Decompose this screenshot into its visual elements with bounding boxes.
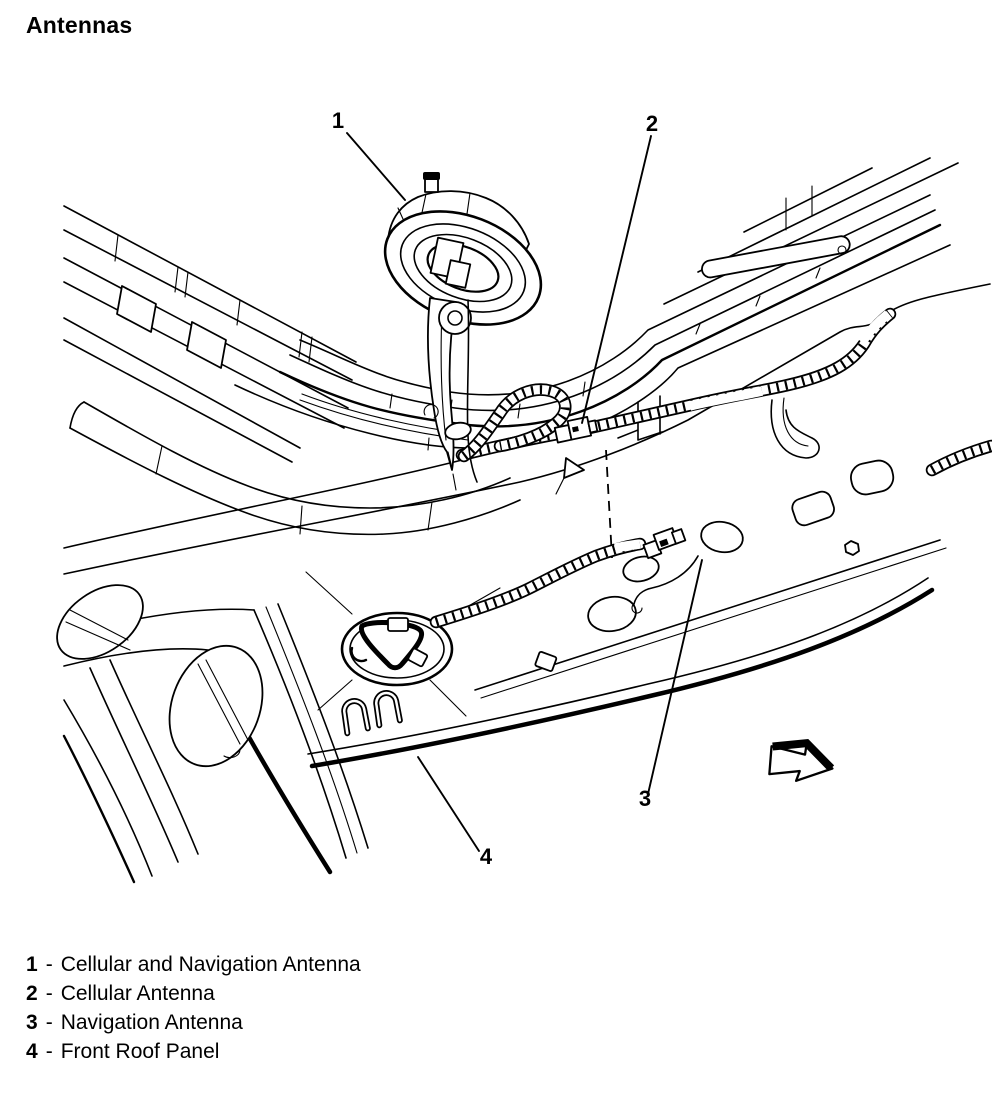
- routing-dashed-line: [606, 450, 612, 558]
- callout-3-leader: [648, 560, 702, 794]
- top-left-roof-bow: [64, 206, 356, 462]
- legend-number: 2: [26, 982, 38, 1005]
- legend-item-2: [26, 979, 361, 1008]
- antenna-cable-loop: [699, 519, 746, 556]
- legend: [26, 950, 361, 1066]
- legend-separator: -: [45, 953, 53, 976]
- panel-hole-oval: [586, 593, 639, 634]
- roof-harness: [462, 314, 991, 558]
- legend-label: Cellular and Navigation Antenna: [60, 953, 361, 976]
- panel-hole-square: [535, 651, 557, 671]
- callout-1-leader: [347, 133, 405, 200]
- panel-hole-slot: [790, 489, 837, 528]
- callout-2: 2: [645, 111, 659, 136]
- legend-separator: -: [45, 1040, 53, 1063]
- header-curve-band: [235, 195, 950, 448]
- legend-item-4: [26, 1037, 361, 1066]
- panel-hole-hex: [845, 541, 859, 555]
- harness-strap: [771, 400, 819, 458]
- cable-slack-loop: [464, 390, 565, 456]
- legend-number: 4: [26, 1040, 38, 1063]
- page-title: Antennas: [26, 12, 133, 38]
- callout-4-leader: [418, 757, 479, 851]
- legend-number: 1: [26, 953, 38, 976]
- legend-separator: -: [45, 1011, 53, 1034]
- antenna-stud: [425, 178, 438, 192]
- legend-label: Front Roof Panel: [60, 1040, 220, 1063]
- navigation-antenna-connector: [641, 525, 686, 558]
- direction-arrow-icon: [765, 735, 837, 789]
- legend-item-3: [26, 1008, 361, 1037]
- legend-separator: -: [45, 982, 53, 1005]
- callout-1: 1: [331, 108, 345, 133]
- top-right-roof-rail: [664, 158, 958, 304]
- antenna-mount-hole: [306, 572, 500, 716]
- harness-flag-clip: [564, 458, 584, 478]
- harness-clips: [343, 692, 400, 734]
- antenna-cable-barrel: [439, 302, 471, 334]
- callout-3: 3: [638, 786, 652, 811]
- panel-hole-oval-small: [621, 553, 662, 585]
- panel-hole-rounded: [848, 458, 896, 497]
- legend-label: Navigation Antenna: [60, 1011, 243, 1034]
- legend-item-1: [26, 950, 361, 979]
- legend-label: Cellular Antenna: [60, 982, 215, 1005]
- callout-4: 4: [479, 844, 493, 869]
- legend-number: 3: [26, 1011, 38, 1034]
- front-roof-panel: [43, 284, 990, 882]
